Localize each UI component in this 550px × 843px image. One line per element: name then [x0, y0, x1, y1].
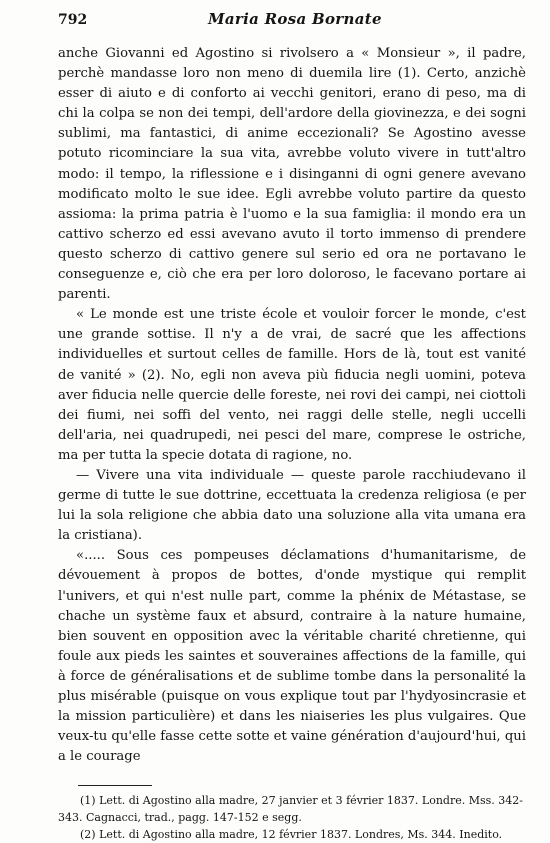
paragraph-2: « Le monde est une triste école et vouloir forcer le monde, c'est une grande sottise. Il n'y a de vrai, de sacré que les affections individuelles et surtout celles de famille. Hors de là, tout est vanité de vanité » (2). No, egli non aveva più fiducia negli uomini, poteva aver fiducia nelle quercie delle foreste, nei rovi dei campi, nei ciottoli dei fiumi, nei soffi del vento, nei raggi delle stelle, negli uccelli dell'aria, nei quadrupedi, nei pesci del mare, comprese le ostriche, ma per tutta la specie dotata di ragione, no.	[58, 307, 526, 463]
page-number: 792	[58, 12, 88, 28]
paragraph-4: «..... Sous ces pompeuses déclamations d'humanitarisme, de dévouement à propos de bottes, d'onde mystique qui remplit l'univers, et qui n'est nulle part, comme la phénix de Métastase, se chache un système faux et absurd, contraire à la nature humaine, bien souvent en opposition avec la véritable charité chretienne, qui foule aux pieds les saintes et souveraines affections de la famille, qui à force de généralisations et de sublime tombe dans la personalité la plus misérable (puisque on vous explique tout par l'hydyosincrasie et la mission particulière) et dans les niaiseries les plus vulgaires. Que veux-tu qu'elle fasse cette sotte et vaine génération d'aujourd'hui, qui a le courage	[58, 548, 526, 765]
paragraph-3: — Vivere una vita individuale — queste parole racchiudevano il germe di tutte le sue dottrine, eccettuata la credenza religiosa (e per lui la sola religione che abbia dato una soluzione alla vita umana era la cristiana).	[58, 467, 526, 544]
paragraph-1: anche Giovanni ed Agostino si rivolsero a « Monsieur », il padre, perchè mandasse loro non meno di duemila lire (1). Certo, anzichè esser di aiuto e di conforto ai vecchi genitori, erano di peso, ma di chi la colpa se non dei tempi, dell'ardore della giovinezza, e dei sogni sublimi, ma fantastici, di anime eccezionali? Se Agostino avesse potuto ricominciare la sua vita, avrebbe voluto vivere in tutt'altro modo: il tempo, la riflessione e i disinganni di ogni genere avevano modificato molto le sue idee. Egli avrebbe voluto partire da questo assioma: la prima patria è l'uomo e la sua famiglia: il mondo era un cattivo scherzo ed essi avevano avuto il torto immenso di prendere questo scherzo di cattivo genere sul serio ed ora ne portavano le conseguenze e, ciò che era per loro doloroso, le facevano portare ai parenti.	[58, 46, 526, 303]
footnote-divider	[78, 785, 152, 786]
page-header	[58, 10, 526, 36]
footnote-1: (1) Lett. di Agostino alla madre, 27 janvier et 3 février 1837. Londre. Mss. 342-343. Cagnacci, trad., pagg. 147-152 e segg.	[58, 794, 523, 825]
footnotes	[58, 792, 526, 843]
running-head: Maria Rosa Bornate	[208, 10, 382, 28]
body-text	[58, 44, 526, 767]
footnote-2: (2) Lett. di Agostino alla madre, 12 février 1837. Londres, Ms. 344. Inedito.	[80, 828, 503, 842]
